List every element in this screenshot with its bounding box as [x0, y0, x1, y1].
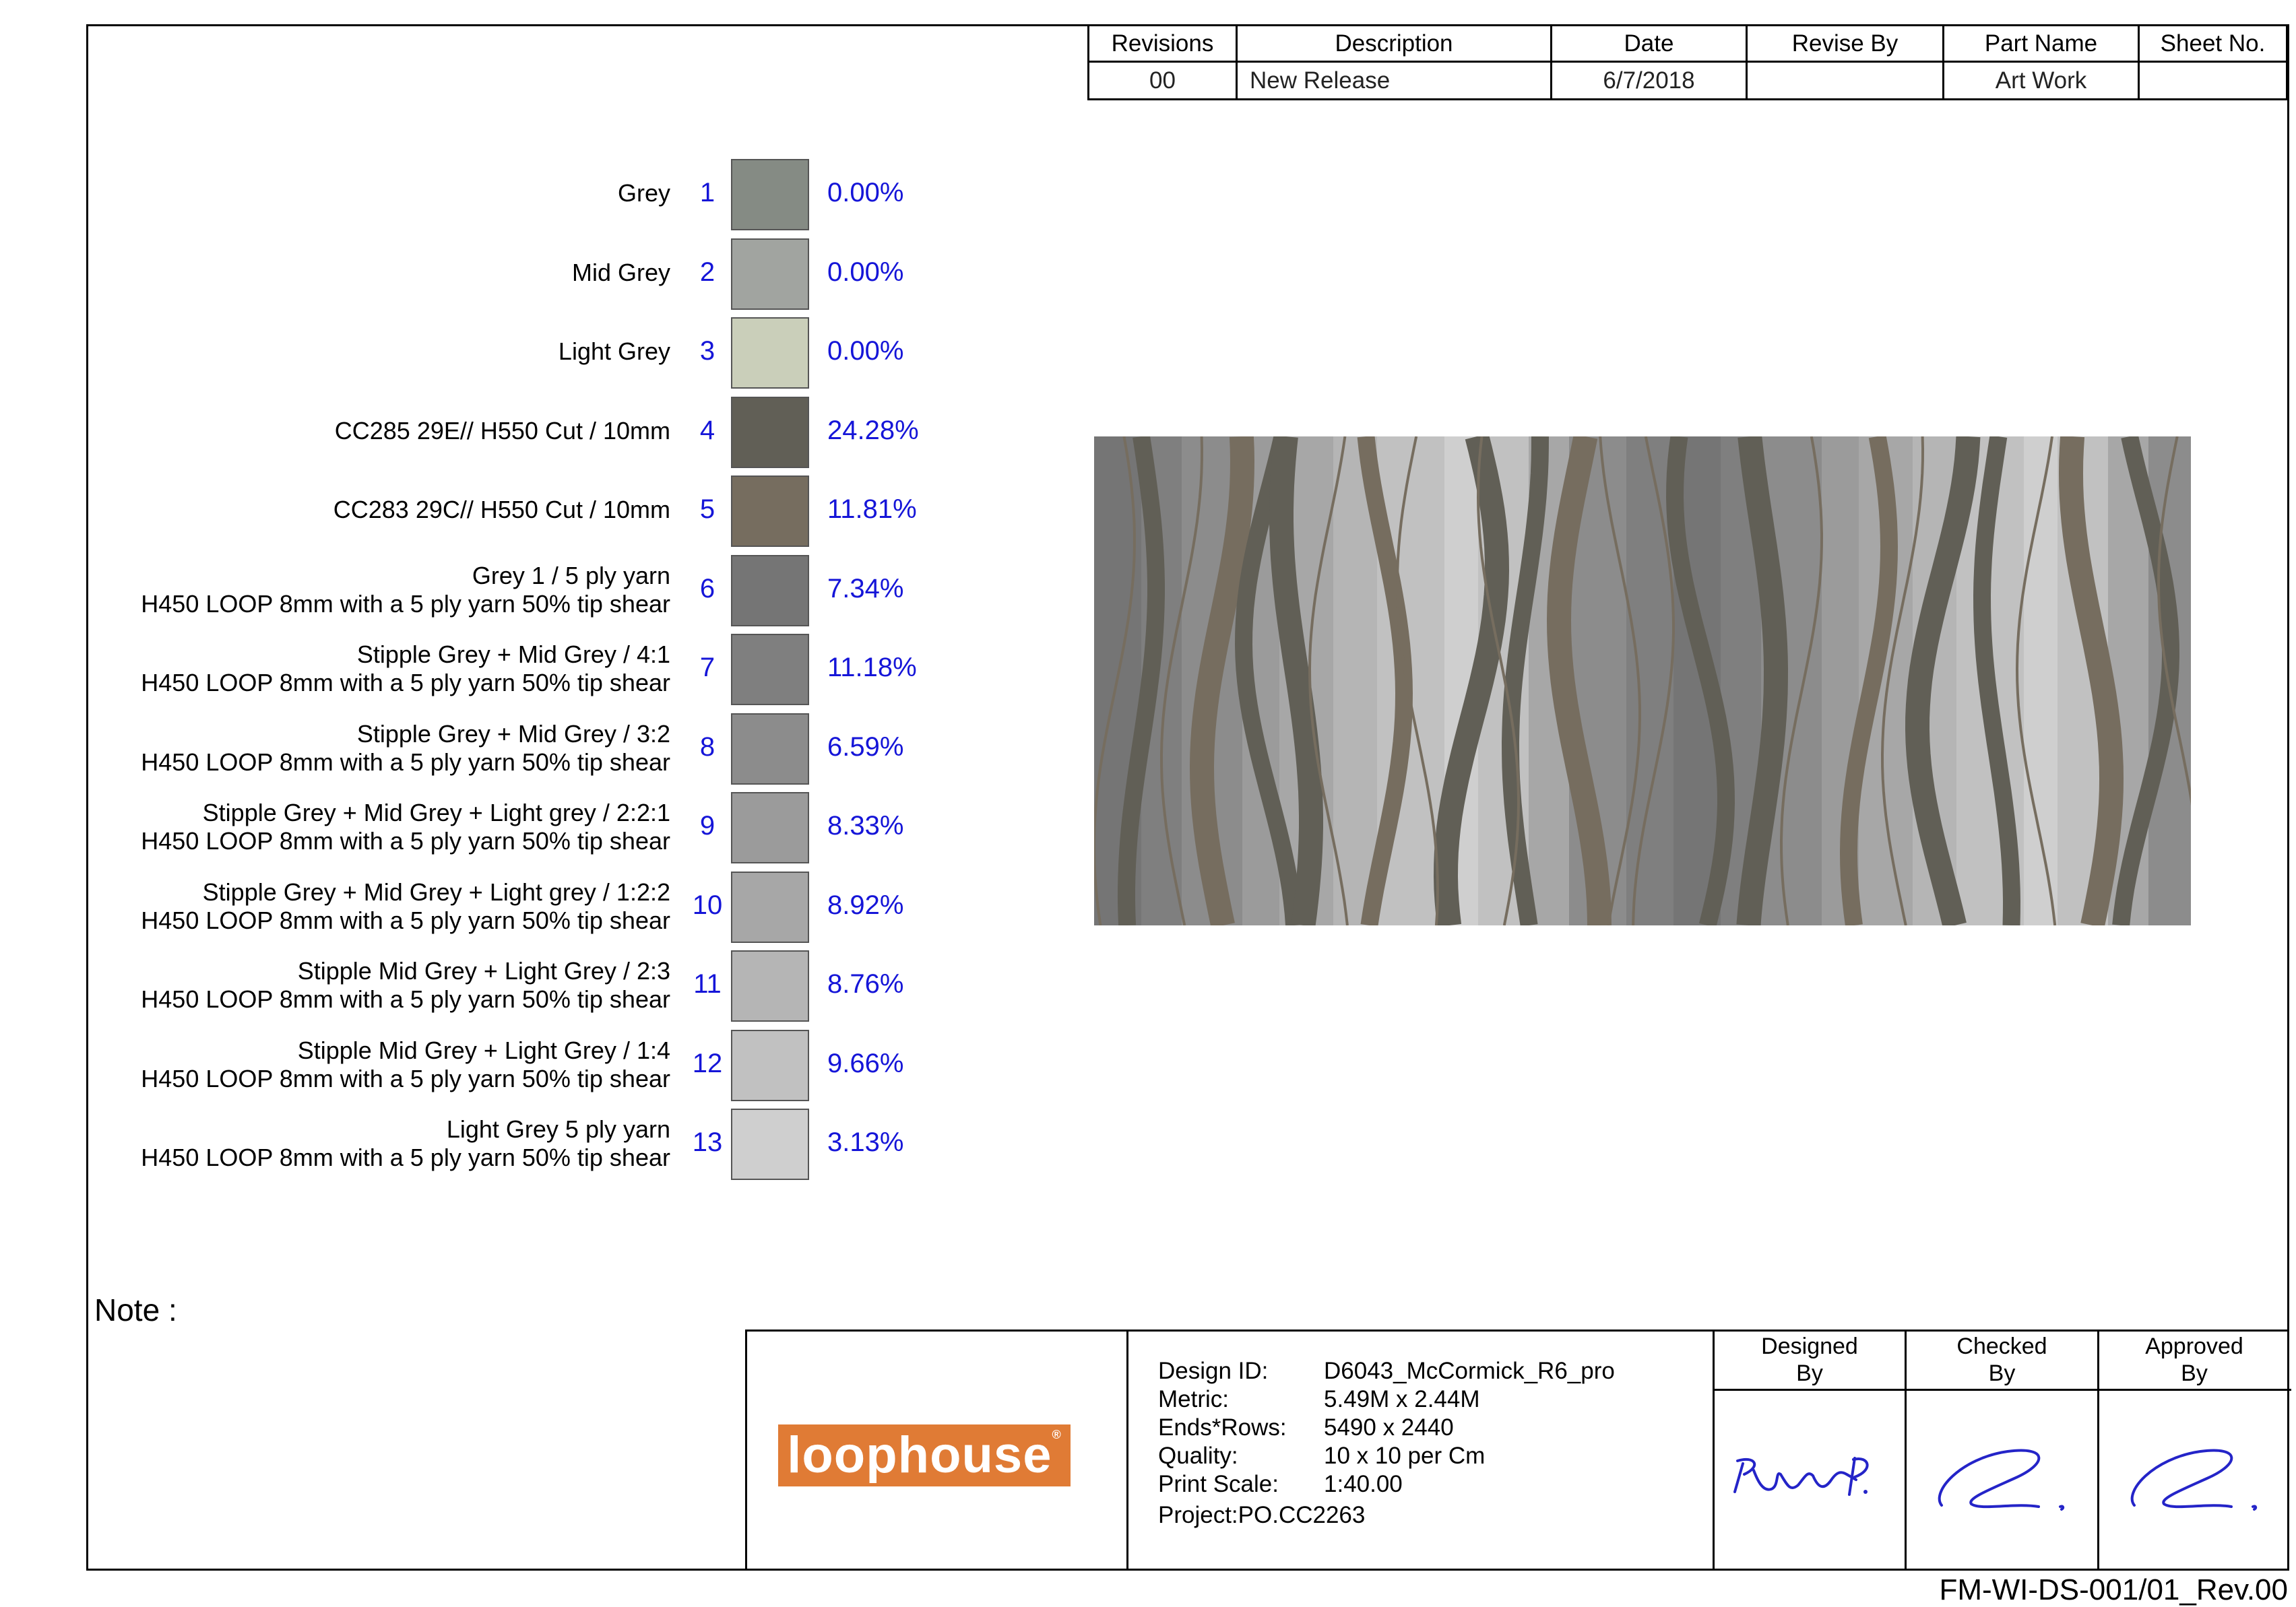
legend-number: 12 [692, 1049, 723, 1078]
rev-header-sheet-no: Sheet No. [2139, 26, 2287, 62]
approved-by-header: Approved By [2097, 1332, 2291, 1391]
rev-cell-revise-by [1747, 62, 1944, 100]
legend-percentage: 8.76% [827, 969, 904, 999]
rev-header-revise-by: Revise By [1747, 26, 1944, 62]
rev-cell-sheet-no [2139, 62, 2287, 100]
info-key: Ends*Rows: [1158, 1414, 1287, 1441]
color-swatch [731, 950, 809, 1022]
color-swatch [731, 872, 809, 943]
legend-number: 8 [699, 732, 715, 762]
preview-band [2024, 436, 2058, 925]
rev-cell-description: New Release [1237, 62, 1552, 100]
design-info [1158, 1357, 1615, 1530]
legend-label: Stipple Grey + Mid Grey + Light grey / 2:2:1 H450 LOOP 8mm with a 5 ply yarn 50% tip shear [141, 799, 670, 855]
legend-label: Grey [617, 179, 670, 207]
legend-number: 3 [699, 336, 715, 366]
legend-number: 2 [699, 257, 715, 287]
legend-label: Grey 1 / 5 ply yarn H450 LOOP 8mm with a 5 ply yarn 50% tip shear [141, 562, 670, 618]
legend-number: 9 [699, 811, 715, 841]
color-swatch [731, 1109, 809, 1180]
legend-number: 13 [692, 1127, 723, 1157]
legend-percentage: 11.18% [827, 653, 917, 682]
color-swatch [731, 634, 809, 705]
color-swatch [731, 159, 809, 230]
color-swatch [731, 397, 809, 468]
legend-percentage: 0.00% [827, 336, 904, 366]
legend-label: Stipple Grey + Mid Grey + Light grey / 1:2:2 H450 LOOP 8mm with a 5 ply yarn 50% tip shear [141, 878, 670, 934]
info-key: Print Scale: [1158, 1471, 1279, 1497]
revision-table [1087, 24, 2288, 100]
legend-number: 5 [699, 494, 715, 524]
rev-header-date: Date [1552, 26, 1747, 62]
legend-percentage: 0.00% [827, 178, 904, 207]
designed-by-header: Designed By [1713, 1332, 1907, 1391]
form-code: FM-WI-DS-001/01_Rev.00 [1939, 1573, 2288, 1606]
designer-signature [1715, 1391, 1905, 1573]
info-key: Design ID: [1158, 1358, 1269, 1384]
rev-cell-date: 6/7/2018 [1552, 62, 1747, 100]
project-line: Project:PO.CC2263 [1158, 1502, 1366, 1528]
info-key: Metric: [1158, 1386, 1229, 1412]
color-swatch [731, 1030, 809, 1101]
legend-percentage: 8.33% [827, 811, 904, 841]
color-swatch [731, 713, 809, 785]
title-block [745, 1330, 2289, 1571]
rev-header-description: Description [1237, 26, 1552, 62]
legend-percentage: 11.81% [827, 494, 917, 524]
legend-label: CC285 29E// H550 Cut / 10mm [334, 417, 670, 445]
color-swatch [731, 555, 809, 626]
legend-label: Light Grey [558, 337, 670, 365]
approver-signature [2099, 1391, 2289, 1573]
legend-number: 10 [692, 890, 723, 920]
legend-number: 4 [699, 416, 715, 445]
color-swatch [731, 238, 809, 310]
rev-header-part-name: Part Name [1944, 26, 2139, 62]
legend-label: Mid Grey [571, 259, 670, 286]
rev-cell-part-name: Art Work [1944, 62, 2139, 100]
legend-number: 7 [699, 653, 715, 682]
legend-percentage: 7.34% [827, 574, 904, 603]
info-value: 5.49M x 2.44M [1324, 1386, 1480, 1412]
info-value: 10 x 10 per Cm [1324, 1443, 1486, 1469]
legend-label: Stipple Mid Grey + Light Grey / 2:3 H450 LOOP 8mm with a 5 ply yarn 50% tip shear [141, 957, 670, 1013]
legend-number: 1 [699, 178, 715, 207]
color-swatch [731, 792, 809, 863]
info-key: Quality: [1158, 1443, 1238, 1469]
legend-percentage: 6.59% [827, 732, 904, 762]
info-value: D6043_McCormick_R6_pro [1324, 1358, 1615, 1384]
legend-percentage: 0.00% [827, 257, 904, 287]
legend-label: Stipple Grey + Mid Grey / 3:2 H450 LOOP 8mm with a 5 ply yarn 50% tip shear [141, 720, 670, 776]
color-swatch [731, 317, 809, 389]
legend-label: Stipple Mid Grey + Light Grey / 1:4 H450 LOOP 8mm with a 5 ply yarn 50% tip shear [141, 1037, 670, 1092]
legend-label: Light Grey 5 ply yarn H450 LOOP 8mm with a 5 ply yarn 50% tip shear [141, 1115, 670, 1171]
color-swatch [731, 475, 809, 547]
legend-number: 6 [699, 574, 715, 603]
note-label: Note : [94, 1292, 177, 1327]
legend-percentage: 8.92% [827, 890, 904, 920]
checker-signature [1907, 1391, 2097, 1573]
info-value: 5490 x 2440 [1324, 1414, 1454, 1441]
checked-by-header: Checked By [1905, 1332, 2099, 1391]
legend-label: CC283 29C// H550 Cut / 10mm [333, 496, 670, 523]
design-preview-image [1094, 436, 2191, 925]
info-value: 1:40.00 [1324, 1471, 1403, 1497]
legend-percentage: 24.28% [827, 416, 919, 445]
legend-label: Stipple Grey + Mid Grey / 4:1 H450 LOOP 8mm with a 5 ply yarn 50% tip shear [141, 641, 670, 696]
legend-percentage: 9.66% [827, 1049, 904, 1078]
legend-percentage: 3.13% [827, 1127, 904, 1157]
rev-cell-revision: 00 [1089, 62, 1237, 100]
legend-number: 11 [693, 969, 722, 999]
rev-header-revisions: Revisions [1089, 26, 1237, 62]
loophouse-logo: loophouse® [778, 1424, 1071, 1486]
